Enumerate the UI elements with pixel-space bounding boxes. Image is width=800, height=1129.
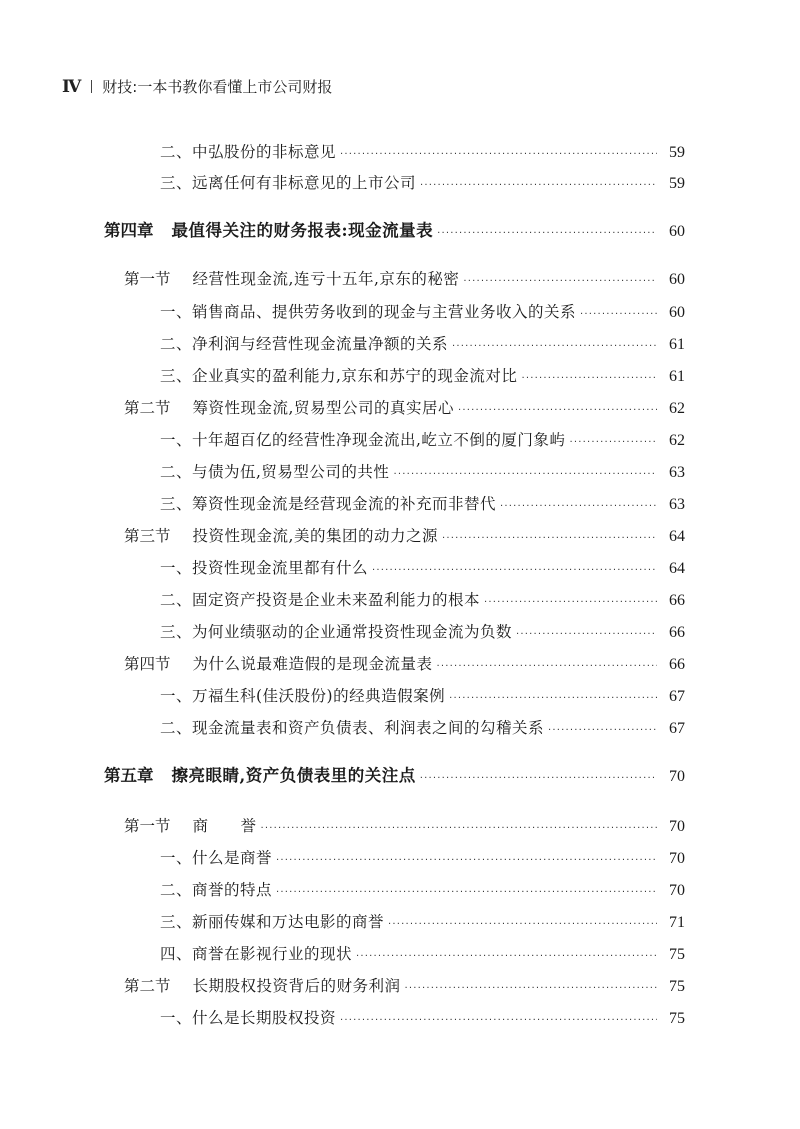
toc-page-number: 70	[669, 818, 685, 835]
toc-section-entry[interactable]	[124, 267, 685, 291]
dot-leader	[393, 463, 657, 487]
dot-leader	[405, 977, 657, 1001]
toc-page-number: 70	[669, 768, 685, 785]
toc-item-entry[interactable]	[160, 620, 685, 644]
toc-item-entry[interactable]	[160, 364, 685, 388]
toc-entry-number: 第二节	[124, 399, 171, 417]
toc-entry-title: 二、净利润与经营性现金流量净额的关系	[160, 335, 449, 353]
toc-entry-title: 投资性现金流,美的集团的动力之源	[192, 527, 438, 545]
toc-page-number: 67	[669, 720, 685, 737]
toc-entry-title: 二、现金流量表和资产负债表、利润表之间的勾稽关系	[160, 719, 545, 737]
toc-entry-title: 最值得关注的财务报表:现金流量表	[171, 221, 434, 240]
toc-section-entry[interactable]	[124, 652, 685, 676]
toc-entry-number: 第二节	[124, 977, 171, 995]
toc-entry-title: 四、商誉在影视行业的现状	[160, 945, 353, 963]
toc-entry-title: 经营性现金流,连亏十五年,京东的秘密	[192, 270, 460, 288]
toc-page-number: 70	[669, 850, 685, 867]
dot-leader	[356, 945, 657, 969]
toc-page-number: 61	[669, 336, 685, 353]
toc-item-entry[interactable]	[160, 878, 685, 902]
toc-entry-number: 第四节	[124, 655, 171, 673]
toc-entry-title: 二、与债为伍,贸易型公司的共性	[160, 463, 390, 481]
toc-item-entry[interactable]	[160, 716, 685, 740]
toc-entry-title: 一、万福生科(佳沃股份)的经典造假案例	[160, 687, 446, 705]
dot-leader	[261, 817, 657, 841]
toc-entry-title: 商 誉	[192, 817, 257, 835]
toc-item-entry[interactable]	[160, 846, 685, 870]
toc-page-number: 62	[669, 400, 685, 417]
toc-entry-title: 擦亮眼睛,资产负债表里的关注点	[171, 766, 416, 785]
toc-entry-number: 第一节	[124, 270, 171, 288]
dot-leader	[463, 270, 657, 294]
toc-page-number: 75	[669, 1010, 685, 1027]
toc-chapter-entry[interactable]	[104, 764, 685, 788]
toc-item-entry[interactable]	[160, 1006, 685, 1030]
toc-page-number: 63	[669, 496, 685, 513]
dot-leader	[452, 335, 657, 359]
toc-page-number: 66	[669, 592, 685, 609]
dot-leader	[521, 367, 657, 391]
toc-page-number: 70	[669, 882, 685, 899]
toc-entry-number: 第三节	[124, 527, 171, 545]
dot-leader	[548, 719, 657, 743]
toc-entry-title: 一、十年超百亿的经营性净现金流出,屹立不倒的厦门象屿	[160, 431, 566, 449]
toc-item-entry[interactable]	[160, 556, 685, 580]
toc-item-entry[interactable]	[160, 460, 685, 484]
toc-item-entry[interactable]	[160, 588, 685, 612]
toc-page-number: 66	[669, 624, 685, 641]
dot-leader	[569, 431, 657, 455]
toc-item-entry[interactable]	[160, 910, 685, 934]
toc-item-entry[interactable]	[160, 492, 685, 516]
toc-entry-title: 三、企业真实的盈利能力,京东和苏宁的现金流对比	[160, 367, 518, 385]
dot-leader	[276, 881, 657, 905]
toc-page-number: 59	[669, 144, 685, 161]
toc-entry-title: 筹资性现金流,贸易型公司的真实居心	[192, 399, 454, 417]
dot-leader	[516, 623, 657, 647]
toc-item-entry[interactable]	[160, 942, 685, 966]
toc-page-number: 67	[669, 688, 685, 705]
dot-leader	[388, 913, 657, 937]
toc-entry-title: 一、什么是长期股权投资	[160, 1009, 337, 1027]
toc-page-number: 61	[669, 368, 685, 385]
toc-entry-title: 三、筹资性现金流是经营现金流的补充而非替代	[160, 495, 497, 513]
dot-leader	[340, 143, 657, 167]
dot-leader	[276, 849, 657, 873]
dot-leader	[458, 399, 657, 423]
toc-item-entry[interactable]	[160, 171, 685, 195]
dot-leader	[420, 174, 657, 198]
toc-chapter-entry[interactable]	[104, 219, 685, 243]
toc-item-entry[interactable]	[160, 428, 685, 452]
toc-item-entry[interactable]	[160, 332, 685, 356]
toc-entry-title: 长期股权投资背后的财务利润	[192, 977, 401, 995]
header-divider	[91, 80, 92, 93]
toc-page-number: 71	[669, 914, 685, 931]
toc-entry-title: 一、投资性现金流里都有什么	[160, 559, 369, 577]
toc-section-entry[interactable]	[124, 974, 685, 998]
toc-entry-title: 一、什么是商誉	[160, 849, 273, 867]
dot-leader	[437, 222, 657, 246]
dot-leader	[420, 767, 657, 791]
toc-entry-title: 三、新丽传媒和万达电影的商誉	[160, 913, 385, 931]
dot-leader	[580, 303, 657, 327]
toc-entry-title: 二、中弘股份的非标意见	[160, 143, 337, 161]
toc-entry-title: 三、远离任何有非标意见的上市公司	[160, 174, 417, 192]
book-title: 财技:一本书教你看懂上市公司财报	[102, 78, 333, 96]
toc-entry-title: 为什么说最难造假的是现金流量表	[192, 655, 433, 673]
toc-entry-title: 三、为何业绩驱动的企业通常投资性现金流为负数	[160, 623, 513, 641]
page-number-roman: Ⅳ	[62, 76, 82, 97]
toc-section-entry[interactable]	[124, 814, 685, 838]
toc-entry-title: 二、商誉的特点	[160, 881, 273, 899]
toc-section-entry[interactable]	[124, 396, 685, 420]
toc-page-number: 75	[669, 978, 685, 995]
page-header	[62, 76, 332, 97]
toc-item-entry[interactable]	[160, 140, 685, 164]
toc-page-number: 60	[669, 304, 685, 321]
dot-leader	[500, 495, 657, 519]
toc-page-number: 60	[669, 271, 685, 288]
toc-entry-number: 第一节	[124, 817, 171, 835]
dot-leader	[442, 527, 657, 551]
toc-page-number: 75	[669, 946, 685, 963]
dot-leader	[449, 687, 657, 711]
toc-page-number: 63	[669, 464, 685, 481]
toc-item-entry[interactable]	[160, 684, 685, 708]
dot-leader	[340, 1009, 657, 1033]
dot-leader	[372, 559, 657, 583]
toc-page-number: 66	[669, 656, 685, 673]
toc-page-number: 59	[669, 175, 685, 192]
dot-leader	[484, 591, 657, 615]
toc-entry-title: 二、固定资产投资是企业未来盈利能力的根本	[160, 591, 481, 609]
toc-item-entry[interactable]	[160, 300, 685, 324]
toc-section-entry[interactable]	[124, 524, 685, 548]
toc-entry-title: 一、销售商品、提供劳务收到的现金与主营业务收入的关系	[160, 303, 577, 321]
toc-page-number: 64	[669, 528, 685, 545]
toc-page-number: 62	[669, 432, 685, 449]
toc-entry-number: 第四章	[104, 221, 154, 240]
dot-leader	[437, 655, 657, 679]
toc-page-number: 64	[669, 560, 685, 577]
toc-page-number: 60	[669, 223, 685, 240]
toc-entry-number: 第五章	[104, 766, 154, 785]
